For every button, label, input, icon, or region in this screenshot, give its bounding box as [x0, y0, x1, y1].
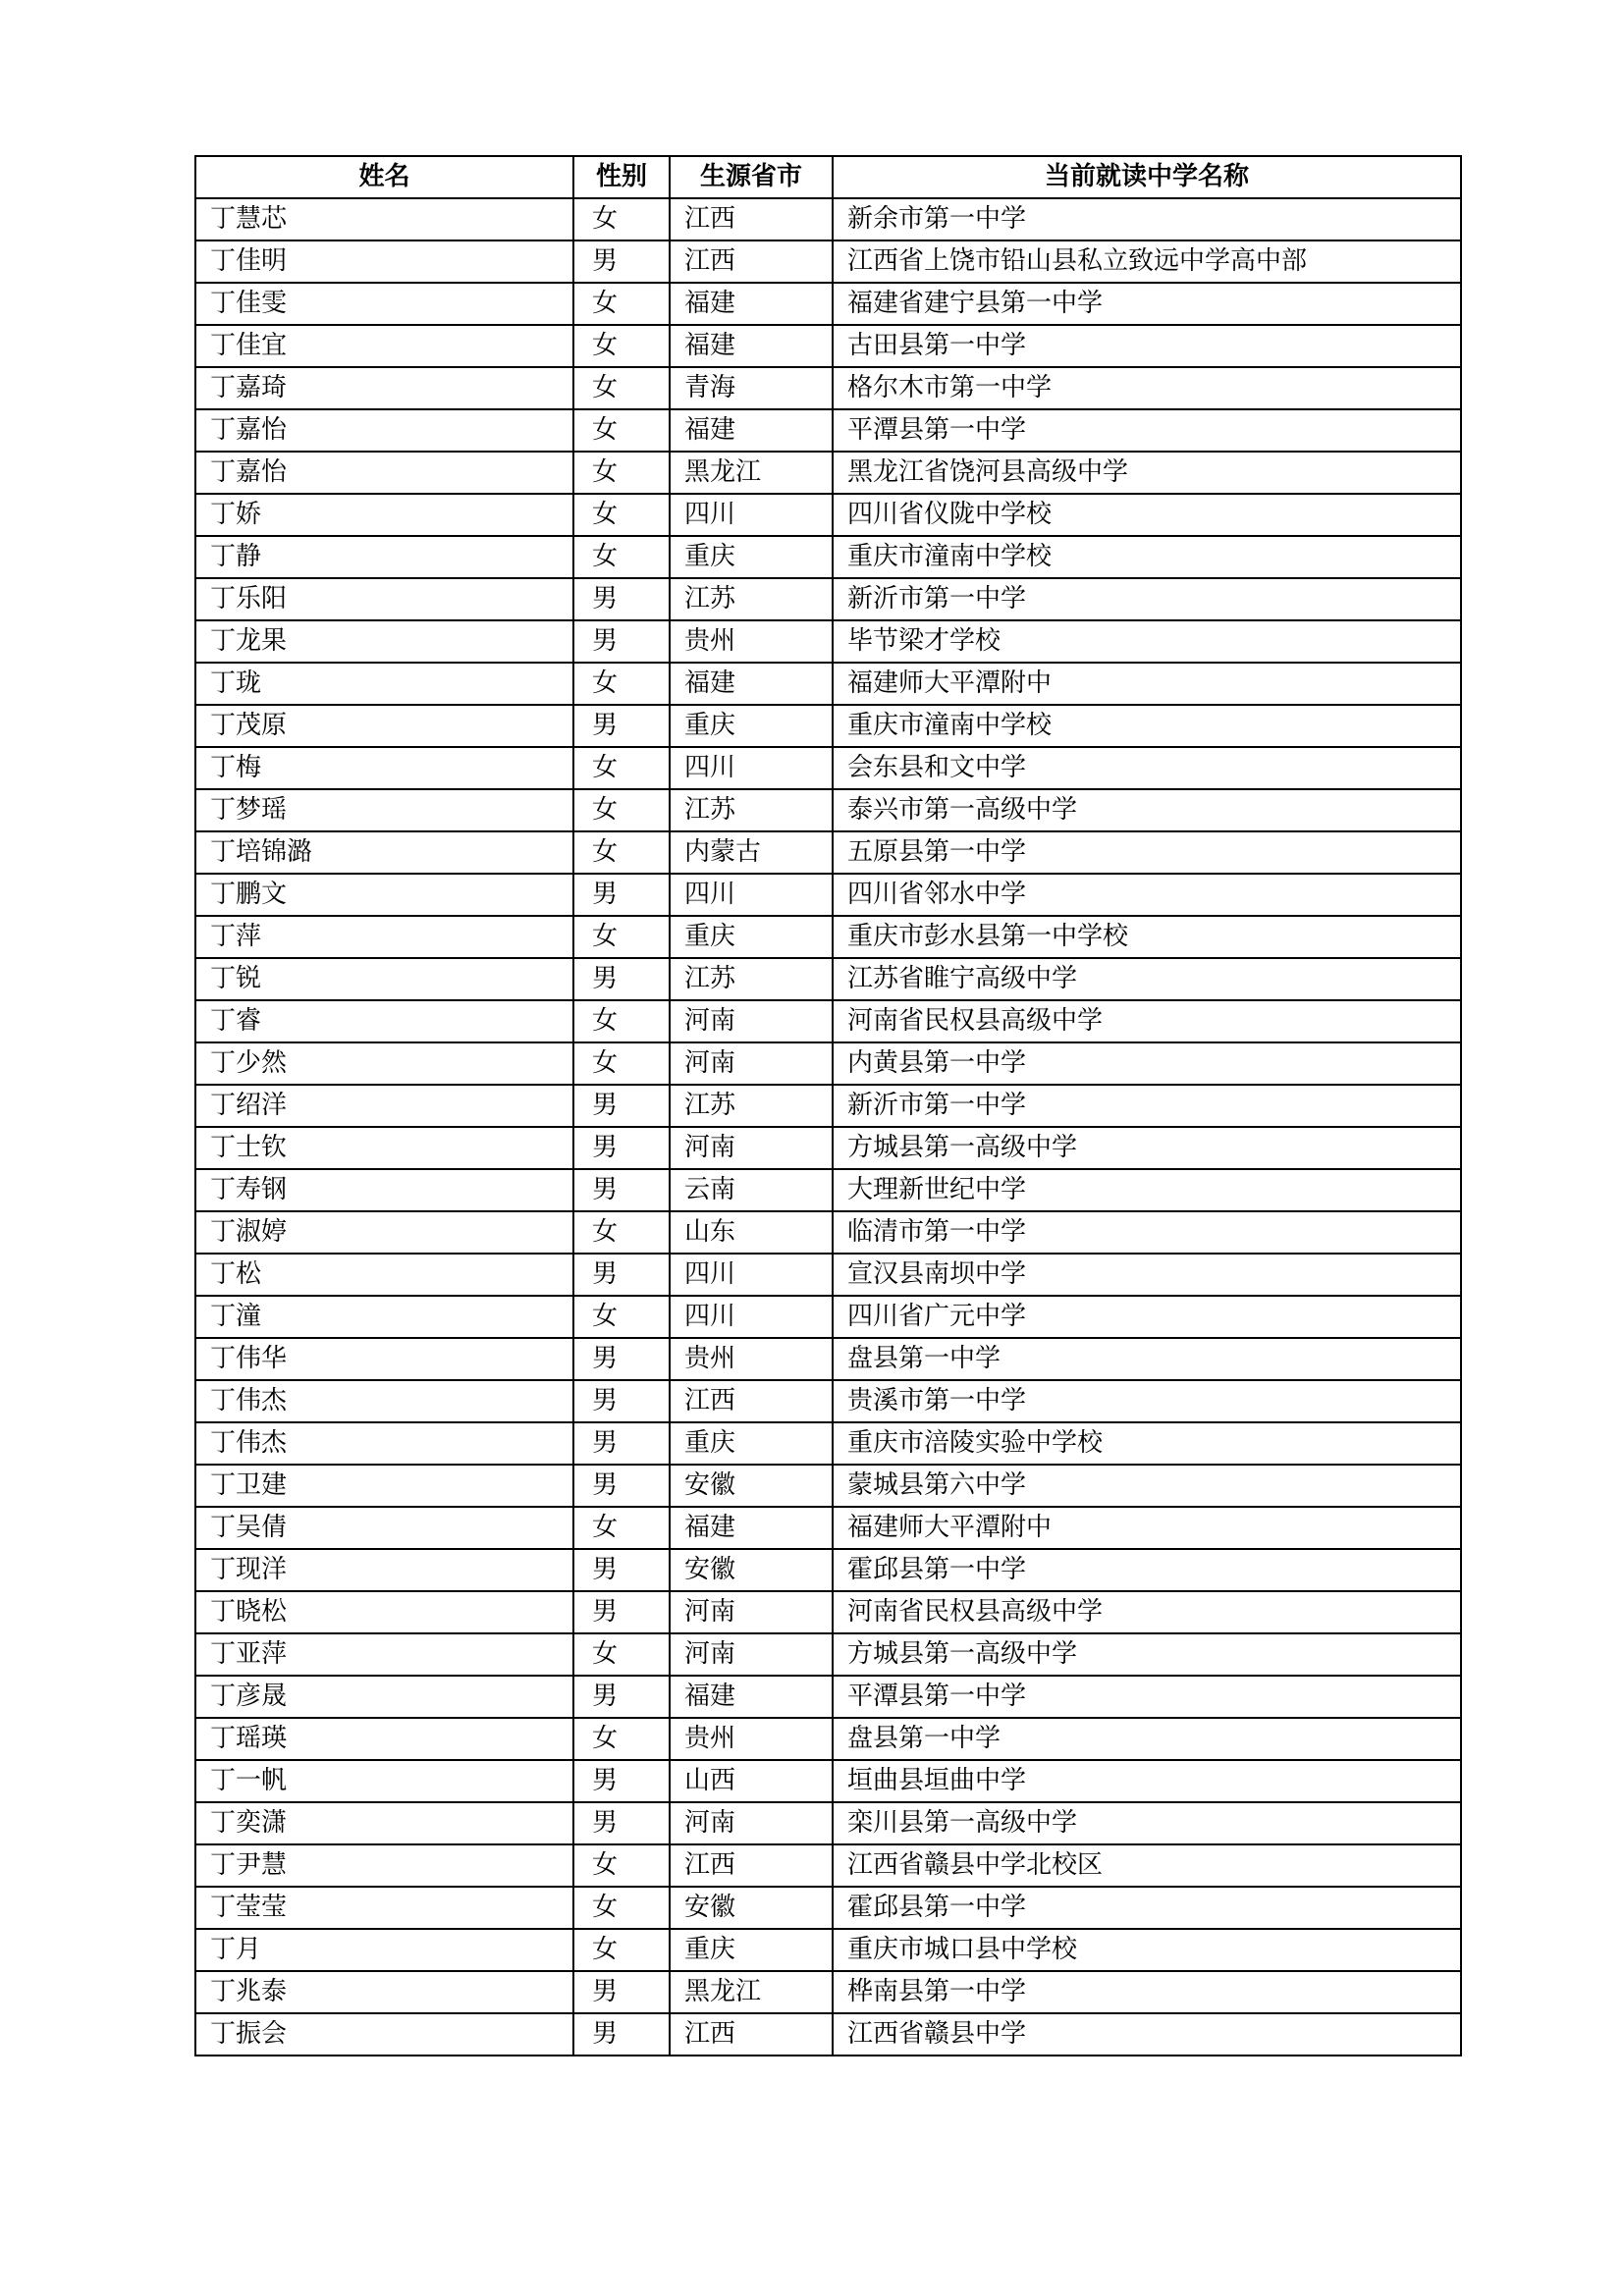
table-row: [195, 1549, 1461, 1591]
cell-school: 栾川县第一高级中学: [833, 1802, 1461, 1844]
cell-province: 贵州: [670, 1338, 833, 1380]
cell-school: 贵溪市第一中学: [833, 1380, 1461, 1422]
cell-school: 垣曲县垣曲中学: [833, 1760, 1461, 1802]
cell-province: 重庆: [670, 916, 833, 958]
cell-school: 福建师大平潭附中: [833, 663, 1461, 705]
cell-name: 丁珑: [195, 663, 573, 705]
cell-gender: 女: [573, 663, 670, 705]
table-row: [195, 747, 1461, 789]
cell-name: 丁梅: [195, 747, 573, 789]
cell-gender: 女: [573, 452, 670, 494]
cell-name: 丁松: [195, 1254, 573, 1296]
cell-school: 平潭县第一中学: [833, 409, 1461, 452]
table-row: [195, 916, 1461, 958]
cell-gender: 男: [573, 1380, 670, 1422]
header-gender: 性别: [573, 156, 670, 198]
cell-school: 江苏省睢宁高级中学: [833, 958, 1461, 1000]
cell-province: 福建: [670, 325, 833, 367]
cell-gender: 男: [573, 1085, 670, 1127]
table-row: [195, 1380, 1461, 1422]
cell-name: 丁淑婷: [195, 1211, 573, 1254]
cell-province: 贵州: [670, 620, 833, 663]
cell-province: 河南: [670, 1042, 833, 1085]
cell-province: 河南: [670, 1802, 833, 1844]
cell-province: 福建: [670, 283, 833, 325]
cell-gender: 男: [573, 1465, 670, 1507]
table-row: [195, 1802, 1461, 1844]
cell-name: 丁士钦: [195, 1127, 573, 1169]
cell-school: 新沂市第一中学: [833, 1085, 1461, 1127]
cell-province: 江苏: [670, 958, 833, 1000]
table-row: [195, 874, 1461, 916]
cell-school: 河南省民权县高级中学: [833, 1000, 1461, 1042]
cell-gender: 女: [573, 916, 670, 958]
cell-school: 新余市第一中学: [833, 198, 1461, 240]
cell-school: 福建师大平潭附中: [833, 1507, 1461, 1549]
cell-gender: 男: [573, 578, 670, 620]
cell-school: 平潭县第一中学: [833, 1676, 1461, 1718]
table-row: [195, 1718, 1461, 1760]
cell-province: 四川: [670, 747, 833, 789]
table-row: [195, 1296, 1461, 1338]
cell-gender: 男: [573, 1169, 670, 1211]
cell-province: 河南: [670, 1000, 833, 1042]
cell-school: 泰兴市第一高级中学: [833, 789, 1461, 831]
cell-name: 丁伟华: [195, 1338, 573, 1380]
cell-name: 丁少然: [195, 1042, 573, 1085]
table-row: [195, 578, 1461, 620]
header-province: 生源省市: [670, 156, 833, 198]
cell-school: 重庆市潼南中学校: [833, 705, 1461, 747]
cell-school: 蒙城县第六中学: [833, 1465, 1461, 1507]
cell-gender: 男: [573, 1802, 670, 1844]
cell-gender: 女: [573, 536, 670, 578]
cell-province: 重庆: [670, 705, 833, 747]
cell-school: 毕节梁才学校: [833, 620, 1461, 663]
cell-name: 丁静: [195, 536, 573, 578]
cell-province: 江苏: [670, 1085, 833, 1127]
cell-province: 黑龙江: [670, 452, 833, 494]
table-row: [195, 1042, 1461, 1085]
cell-province: 福建: [670, 1676, 833, 1718]
table-row: [195, 367, 1461, 409]
table-row: [195, 452, 1461, 494]
table-row: [195, 1633, 1461, 1676]
table-row: [195, 283, 1461, 325]
table-row: [195, 536, 1461, 578]
cell-name: 丁兆泰: [195, 1971, 573, 2013]
cell-gender: 男: [573, 2013, 670, 2056]
cell-school: 临清市第一中学: [833, 1211, 1461, 1254]
cell-province: 安徽: [670, 1887, 833, 1929]
table-row: [195, 958, 1461, 1000]
cell-school: 福建省建宁县第一中学: [833, 283, 1461, 325]
cell-province: 河南: [670, 1127, 833, 1169]
table-row: [195, 2013, 1461, 2056]
cell-gender: 女: [573, 409, 670, 452]
cell-province: 云南: [670, 1169, 833, 1211]
cell-school: 新沂市第一中学: [833, 578, 1461, 620]
table-row: [195, 1844, 1461, 1887]
table-row: [195, 1211, 1461, 1254]
cell-name: 丁振会: [195, 2013, 573, 2056]
cell-gender: 男: [573, 620, 670, 663]
table-row: [195, 620, 1461, 663]
cell-name: 丁嘉怡: [195, 452, 573, 494]
cell-gender: 女: [573, 1296, 670, 1338]
cell-school: 江西省赣县中学北校区: [833, 1844, 1461, 1887]
cell-name: 丁伟杰: [195, 1422, 573, 1465]
cell-province: 黑龙江: [670, 1971, 833, 2013]
cell-gender: 女: [573, 325, 670, 367]
cell-school: 宣汉县南坝中学: [833, 1254, 1461, 1296]
cell-school: 桦南县第一中学: [833, 1971, 1461, 2013]
cell-gender: 男: [573, 1971, 670, 2013]
table-row: [195, 1127, 1461, 1169]
cell-gender: 女: [573, 1844, 670, 1887]
cell-gender: 男: [573, 1338, 670, 1380]
table-row: [195, 831, 1461, 874]
cell-school: 方城县第一高级中学: [833, 1127, 1461, 1169]
cell-school: 重庆市彭水县第一中学校: [833, 916, 1461, 958]
cell-name: 丁寿钢: [195, 1169, 573, 1211]
cell-gender: 女: [573, 367, 670, 409]
cell-name: 丁吴倩: [195, 1507, 573, 1549]
table-row: [195, 325, 1461, 367]
cell-gender: 女: [573, 1507, 670, 1549]
table-row: [195, 1591, 1461, 1633]
cell-gender: 男: [573, 1254, 670, 1296]
cell-name: 丁嘉琦: [195, 367, 573, 409]
cell-gender: 男: [573, 958, 670, 1000]
table-header-row: [195, 156, 1461, 198]
cell-gender: 女: [573, 1887, 670, 1929]
cell-name: 丁潼: [195, 1296, 573, 1338]
cell-name: 丁娇: [195, 494, 573, 536]
cell-name: 丁鹏文: [195, 874, 573, 916]
cell-gender: 男: [573, 240, 670, 283]
cell-province: 江西: [670, 2013, 833, 2056]
cell-province: 河南: [670, 1591, 833, 1633]
cell-school: 河南省民权县高级中学: [833, 1591, 1461, 1633]
cell-school: 方城县第一高级中学: [833, 1633, 1461, 1676]
table-row: [195, 789, 1461, 831]
table-row: [195, 705, 1461, 747]
cell-gender: 女: [573, 1211, 670, 1254]
cell-school: 江西省赣县中学: [833, 2013, 1461, 2056]
cell-province: 青海: [670, 367, 833, 409]
cell-province: 安徽: [670, 1465, 833, 1507]
cell-province: 江西: [670, 198, 833, 240]
cell-gender: 女: [573, 198, 670, 240]
table-row: [195, 1422, 1461, 1465]
cell-school: 五原县第一中学: [833, 831, 1461, 874]
cell-name: 丁茂原: [195, 705, 573, 747]
cell-school: 黑龙江省饶河县高级中学: [833, 452, 1461, 494]
cell-name: 丁培锦潞: [195, 831, 573, 874]
cell-name: 丁晓松: [195, 1591, 573, 1633]
cell-school: 内黄县第一中学: [833, 1042, 1461, 1085]
cell-province: 福建: [670, 663, 833, 705]
cell-province: 福建: [670, 409, 833, 452]
cell-school: 格尔木市第一中学: [833, 367, 1461, 409]
cell-school: 重庆市潼南中学校: [833, 536, 1461, 578]
cell-name: 丁亚萍: [195, 1633, 573, 1676]
cell-gender: 男: [573, 1422, 670, 1465]
cell-school: 古田县第一中学: [833, 325, 1461, 367]
cell-school: 会东县和文中学: [833, 747, 1461, 789]
cell-name: 丁佳宜: [195, 325, 573, 367]
cell-school: 四川省邻水中学: [833, 874, 1461, 916]
cell-name: 丁睿: [195, 1000, 573, 1042]
cell-school: 江西省上饶市铅山县私立致远中学高中部: [833, 240, 1461, 283]
cell-gender: 女: [573, 1929, 670, 1971]
cell-school: 重庆市涪陵实验中学校: [833, 1422, 1461, 1465]
cell-name: 丁慧芯: [195, 198, 573, 240]
table-row: [195, 1929, 1461, 1971]
cell-school: 四川省广元中学: [833, 1296, 1461, 1338]
table-row: [195, 1676, 1461, 1718]
cell-province: 福建: [670, 1507, 833, 1549]
table-row: [195, 1760, 1461, 1802]
cell-gender: 男: [573, 1549, 670, 1591]
cell-gender: 女: [573, 1718, 670, 1760]
cell-province: 重庆: [670, 536, 833, 578]
cell-name: 丁锐: [195, 958, 573, 1000]
cell-name: 丁瑶瑛: [195, 1718, 573, 1760]
cell-name: 丁绍洋: [195, 1085, 573, 1127]
cell-province: 内蒙古: [670, 831, 833, 874]
cell-gender: 男: [573, 1676, 670, 1718]
cell-province: 河南: [670, 1633, 833, 1676]
table-row: [195, 1254, 1461, 1296]
cell-province: 四川: [670, 874, 833, 916]
cell-school: 大理新世纪中学: [833, 1169, 1461, 1211]
table-row: [195, 494, 1461, 536]
cell-gender: 女: [573, 789, 670, 831]
cell-province: 江苏: [670, 578, 833, 620]
cell-province: 江西: [670, 240, 833, 283]
cell-province: 重庆: [670, 1929, 833, 1971]
cell-province: 重庆: [670, 1422, 833, 1465]
cell-gender: 男: [573, 874, 670, 916]
cell-gender: 女: [573, 1042, 670, 1085]
table-row: [195, 663, 1461, 705]
student-table: [194, 155, 1462, 2056]
cell-name: 丁嘉怡: [195, 409, 573, 452]
cell-gender: 男: [573, 1591, 670, 1633]
cell-gender: 男: [573, 1127, 670, 1169]
cell-gender: 女: [573, 831, 670, 874]
table-row: [195, 1338, 1461, 1380]
cell-province: 江苏: [670, 789, 833, 831]
cell-name: 丁奕潇: [195, 1802, 573, 1844]
cell-name: 丁月: [195, 1929, 573, 1971]
cell-school: 霍邱县第一中学: [833, 1549, 1461, 1591]
table-row: [195, 409, 1461, 452]
cell-name: 丁尹慧: [195, 1844, 573, 1887]
cell-school: 盘县第一中学: [833, 1338, 1461, 1380]
cell-name: 丁一帆: [195, 1760, 573, 1802]
cell-name: 丁伟杰: [195, 1380, 573, 1422]
cell-province: 山西: [670, 1760, 833, 1802]
cell-school: 四川省仪陇中学校: [833, 494, 1461, 536]
cell-school: 霍邱县第一中学: [833, 1887, 1461, 1929]
cell-name: 丁萍: [195, 916, 573, 958]
cell-gender: 男: [573, 1760, 670, 1802]
cell-name: 丁乐阳: [195, 578, 573, 620]
table-row: [195, 1085, 1461, 1127]
cell-name: 丁卫建: [195, 1465, 573, 1507]
cell-school: 盘县第一中学: [833, 1718, 1461, 1760]
cell-name: 丁莹莹: [195, 1887, 573, 1929]
cell-gender: 男: [573, 705, 670, 747]
cell-province: 四川: [670, 1296, 833, 1338]
cell-gender: 女: [573, 1633, 670, 1676]
table-row: [195, 1971, 1461, 2013]
cell-gender: 女: [573, 494, 670, 536]
cell-gender: 女: [573, 1000, 670, 1042]
table-row: [195, 198, 1461, 240]
table-row: [195, 1000, 1461, 1042]
table-row: [195, 1169, 1461, 1211]
cell-province: 四川: [670, 1254, 833, 1296]
header-school: 当前就读中学名称: [833, 156, 1461, 198]
cell-gender: 女: [573, 283, 670, 325]
cell-name: 丁佳明: [195, 240, 573, 283]
cell-province: 江西: [670, 1844, 833, 1887]
cell-school: 重庆市城口县中学校: [833, 1929, 1461, 1971]
cell-gender: 女: [573, 747, 670, 789]
header-name: 姓名: [195, 156, 573, 198]
cell-province: 山东: [670, 1211, 833, 1254]
cell-name: 丁佳雯: [195, 283, 573, 325]
cell-province: 江西: [670, 1380, 833, 1422]
table-row: [195, 1507, 1461, 1549]
cell-name: 丁彦晟: [195, 1676, 573, 1718]
cell-name: 丁现洋: [195, 1549, 573, 1591]
cell-province: 贵州: [670, 1718, 833, 1760]
table-row: [195, 1465, 1461, 1507]
table-row: [195, 240, 1461, 283]
cell-name: 丁梦瑶: [195, 789, 573, 831]
cell-province: 安徽: [670, 1549, 833, 1591]
cell-province: 四川: [670, 494, 833, 536]
cell-name: 丁龙果: [195, 620, 573, 663]
table-row: [195, 1887, 1461, 1929]
